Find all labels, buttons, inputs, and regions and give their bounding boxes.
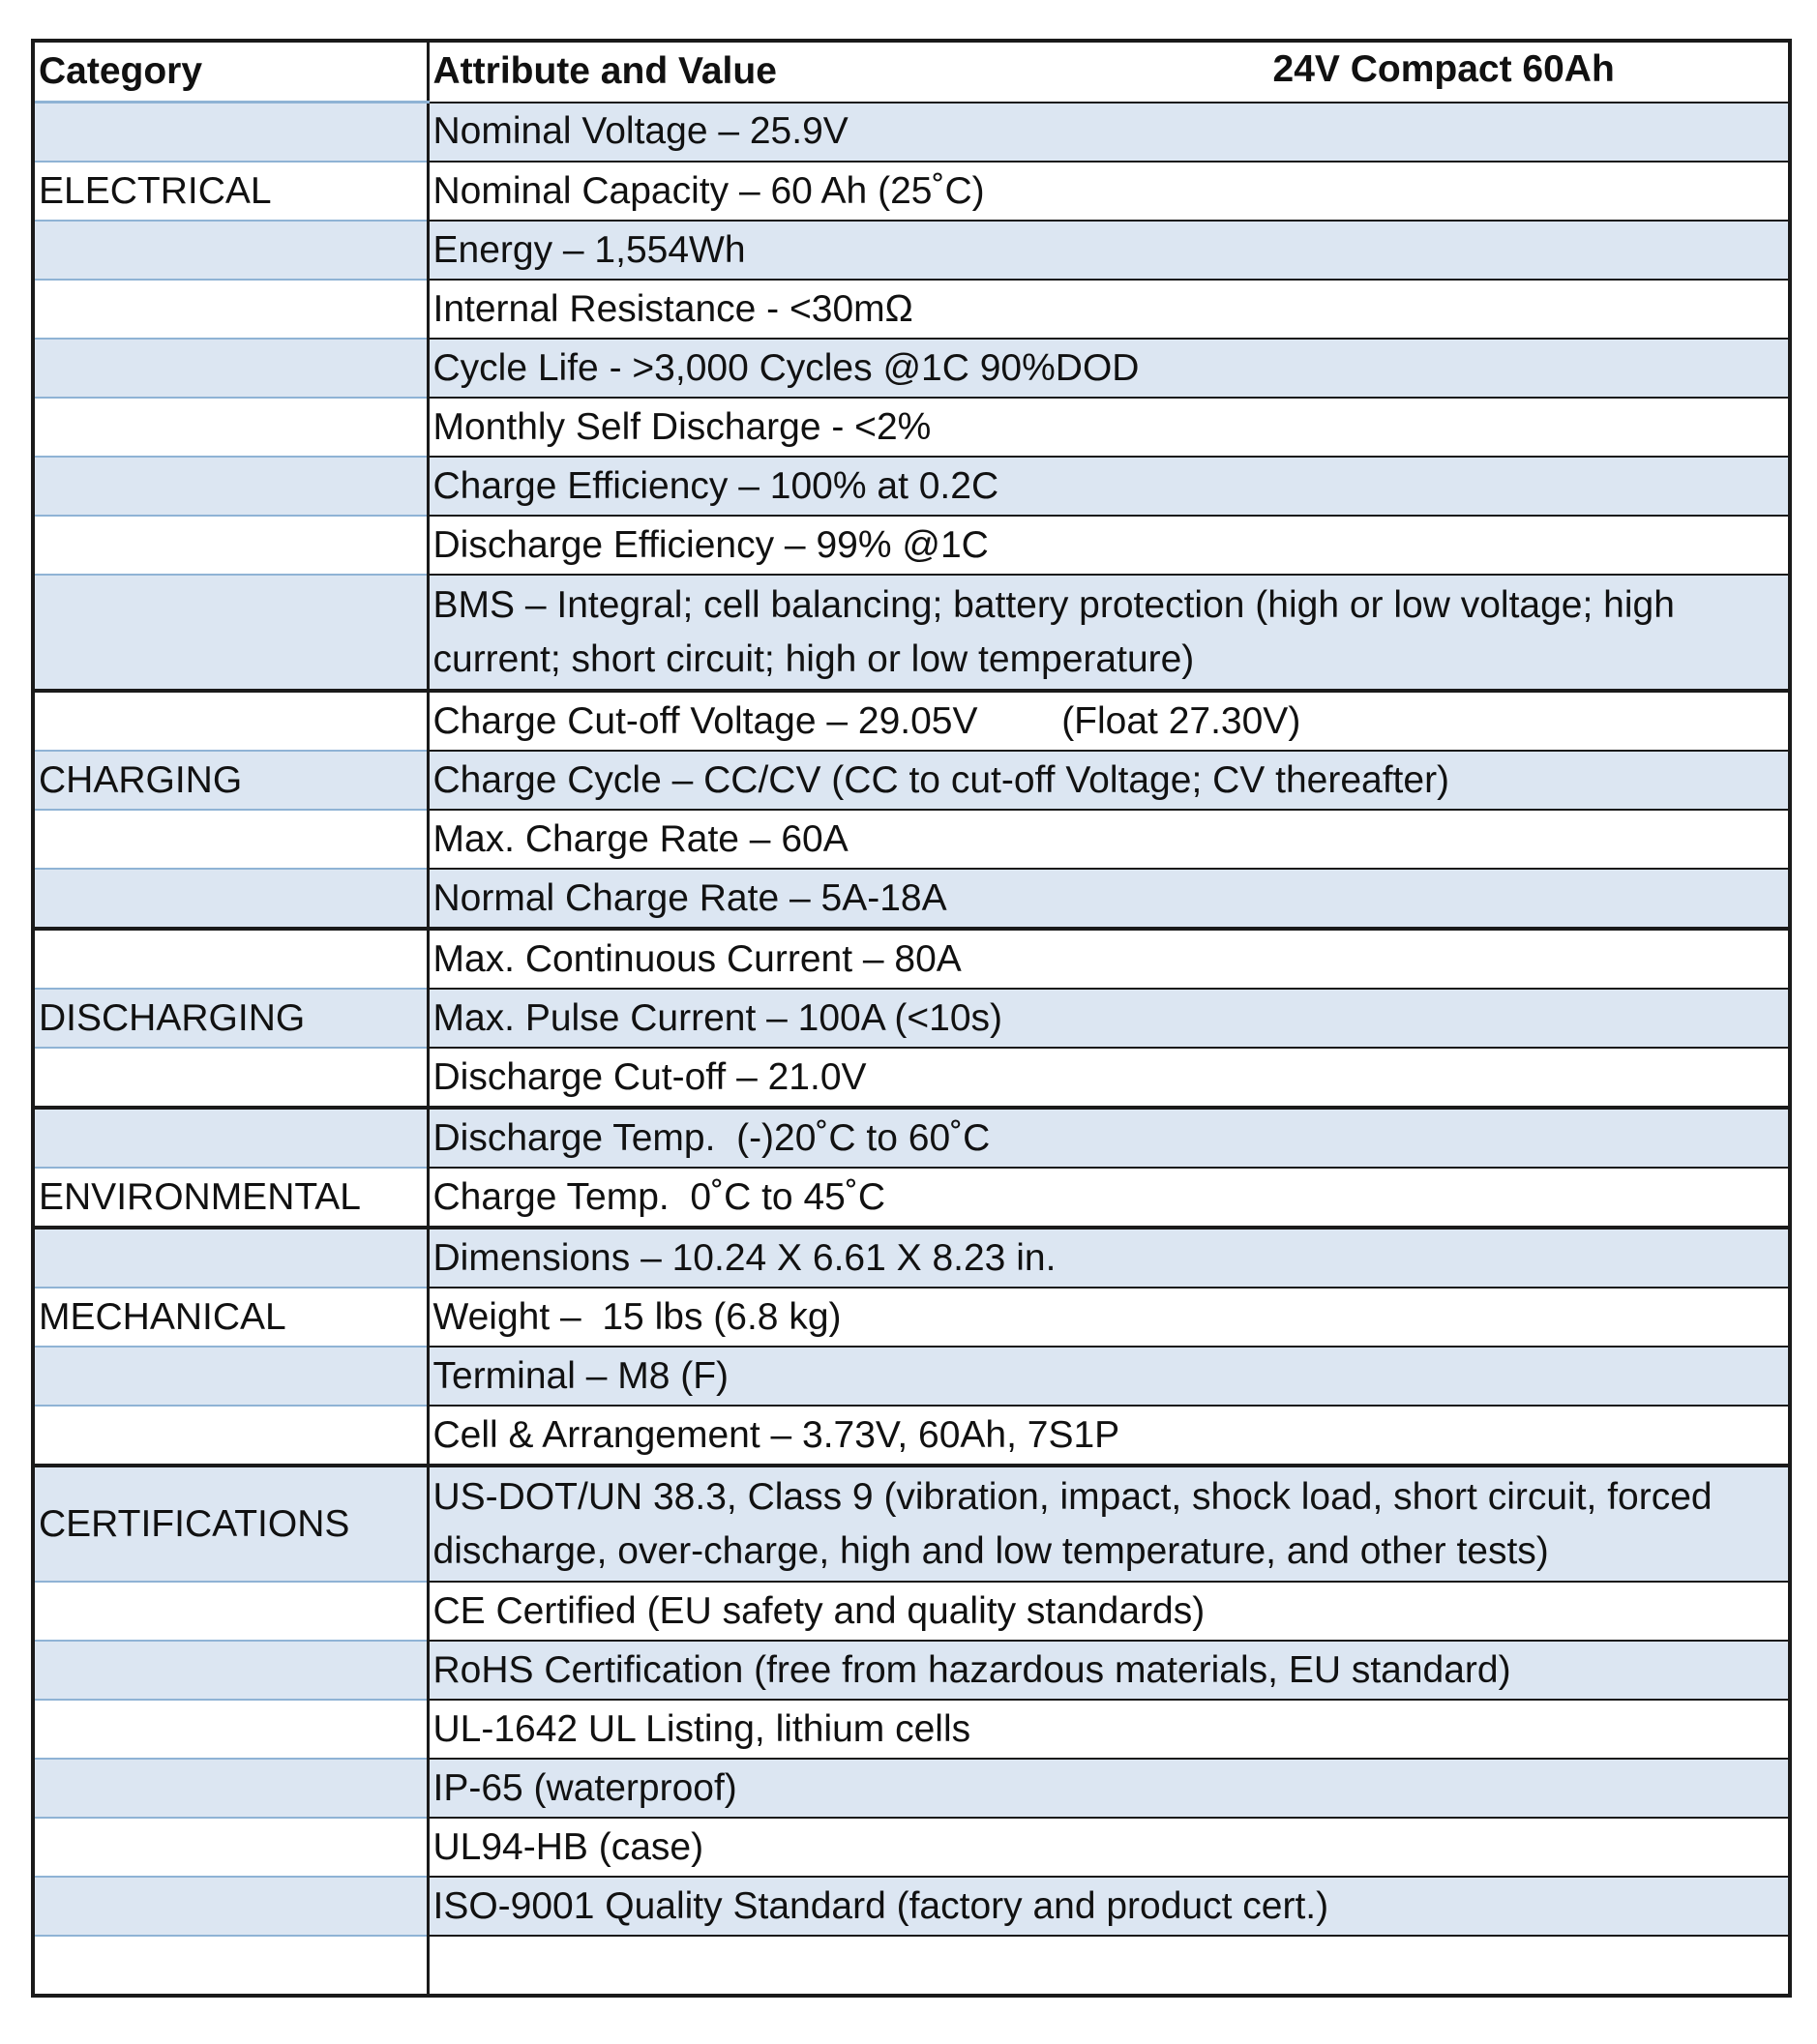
row-value: BMS – Integral; cell balancing; battery protection (high or low voltage; high current; short circuit; high or low temperature) xyxy=(428,575,1790,691)
table-row xyxy=(33,989,1790,1048)
row-category xyxy=(33,280,428,339)
row-category: CERTIFICATIONS xyxy=(33,1466,428,1582)
table-row xyxy=(33,1582,1790,1641)
row-category: CHARGING xyxy=(33,751,428,810)
table-row xyxy=(33,1700,1790,1759)
table-row xyxy=(33,691,1790,751)
row-value: Discharge Cut-off – 21.0V xyxy=(428,1048,1790,1108)
table-row xyxy=(33,1288,1790,1347)
row-value: Cell & Arrangement – 3.73V, 60Ah, 7S1P xyxy=(428,1406,1790,1466)
row-value: Nominal Voltage – 25.9V xyxy=(428,103,1790,163)
row-value: Discharge Efficiency – 99% @1C xyxy=(428,516,1790,575)
table-row xyxy=(33,1466,1790,1582)
row-value: Charge Temp. 0˚C to 45˚C xyxy=(428,1168,1790,1228)
row-category xyxy=(33,1641,428,1700)
row-category xyxy=(33,1877,428,1936)
row-category xyxy=(33,1347,428,1406)
row-category xyxy=(33,1700,428,1759)
row-category xyxy=(33,221,428,280)
row-category xyxy=(33,457,428,516)
row-value: UL-1642 UL Listing, lithium cells xyxy=(428,1700,1790,1759)
row-category xyxy=(33,1228,428,1288)
row-category: DISCHARGING xyxy=(33,989,428,1048)
row-value: Charge Cut-off Voltage – 29.05V (Float 27.30V) xyxy=(428,691,1790,751)
row-category xyxy=(33,1818,428,1877)
row-value: Dimensions – 10.24 X 6.61 X 8.23 in. xyxy=(428,1228,1790,1288)
row-category xyxy=(33,339,428,398)
table-row xyxy=(33,1406,1790,1466)
table-row xyxy=(33,751,1790,810)
row-category xyxy=(33,1406,428,1466)
row-category: MECHANICAL xyxy=(33,1288,428,1347)
row-category: ELECTRICAL xyxy=(33,162,428,221)
row-value xyxy=(428,1936,1790,1996)
table-row xyxy=(33,103,1790,163)
row-value: UL94-HB (case) xyxy=(428,1818,1790,1877)
table-row xyxy=(33,1641,1790,1700)
table-header-row xyxy=(33,41,1790,103)
row-category xyxy=(33,103,428,163)
table-row xyxy=(33,1228,1790,1288)
row-value: CE Certified (EU safety and quality standards) xyxy=(428,1582,1790,1641)
row-value: Normal Charge Rate – 5A-18A xyxy=(428,869,1790,929)
row-value: Max. Pulse Current – 100A (<10s) xyxy=(428,989,1790,1048)
row-value: IP-65 (waterproof) xyxy=(428,1759,1790,1818)
row-category xyxy=(33,691,428,751)
table-row xyxy=(33,1108,1790,1168)
table-row xyxy=(33,1048,1790,1108)
row-value: Cycle Life - >3,000 Cycles @1C 90%DOD xyxy=(428,339,1790,398)
table-row xyxy=(33,929,1790,989)
table-row xyxy=(33,280,1790,339)
table-row xyxy=(33,869,1790,929)
row-value: Terminal – M8 (F) xyxy=(428,1347,1790,1406)
row-value: Max. Charge Rate – 60A xyxy=(428,810,1790,869)
table-row xyxy=(33,810,1790,869)
row-category xyxy=(33,929,428,989)
row-value: RoHS Certification (free from hazardous materials, EU standard) xyxy=(428,1641,1790,1700)
row-value: Energy – 1,554Wh xyxy=(428,221,1790,280)
row-value: Nominal Capacity – 60 Ah (25˚C) xyxy=(428,162,1790,221)
row-value: Max. Continuous Current – 80A xyxy=(428,929,1790,989)
row-value: Charge Efficiency – 100% at 0.2C xyxy=(428,457,1790,516)
row-value: US-DOT/UN 38.3, Class 9 (vibration, impact, shock load, short circuit, forced discharge, over-charge, high and low temperature, and other tests) xyxy=(428,1466,1790,1582)
row-category xyxy=(33,398,428,457)
row-value: Charge Cycle – CC/CV (CC to cut-off Voltage; CV thereafter) xyxy=(428,751,1790,810)
table-row xyxy=(33,1759,1790,1818)
table-row xyxy=(33,1347,1790,1406)
row-category: ENVIRONMENTAL xyxy=(33,1168,428,1228)
table-row xyxy=(33,221,1790,280)
table-row xyxy=(33,398,1790,457)
row-value: Monthly Self Discharge - <2% xyxy=(428,398,1790,457)
row-category xyxy=(33,810,428,869)
row-category xyxy=(33,575,428,691)
table-row xyxy=(33,1818,1790,1877)
row-category xyxy=(33,1582,428,1641)
row-category xyxy=(33,516,428,575)
header-attribute-cell xyxy=(428,41,1790,103)
header-attribute: Attribute and Value xyxy=(432,50,777,93)
table-row xyxy=(33,1877,1790,1936)
table-row xyxy=(33,516,1790,575)
table-row xyxy=(33,457,1790,516)
table-row xyxy=(33,339,1790,398)
table-row xyxy=(33,1168,1790,1228)
row-category xyxy=(33,869,428,929)
table-row xyxy=(33,162,1790,221)
spec-table xyxy=(31,39,1792,1998)
header-category: Category xyxy=(33,41,428,103)
row-value: Weight – 15 lbs (6.8 kg) xyxy=(428,1288,1790,1347)
row-category xyxy=(33,1048,428,1108)
table-row xyxy=(33,575,1790,691)
row-value: ISO-9001 Quality Standard (factory and product cert.) xyxy=(428,1877,1790,1936)
row-category xyxy=(33,1936,428,1996)
row-value: Discharge Temp. (-)20˚C to 60˚C xyxy=(428,1108,1790,1168)
row-category xyxy=(33,1759,428,1818)
row-category xyxy=(33,1108,428,1168)
header-model: 24V Compact 60Ah xyxy=(1272,48,1615,90)
table-row xyxy=(33,1936,1790,1996)
row-value: Internal Resistance - <30mΩ xyxy=(428,280,1790,339)
